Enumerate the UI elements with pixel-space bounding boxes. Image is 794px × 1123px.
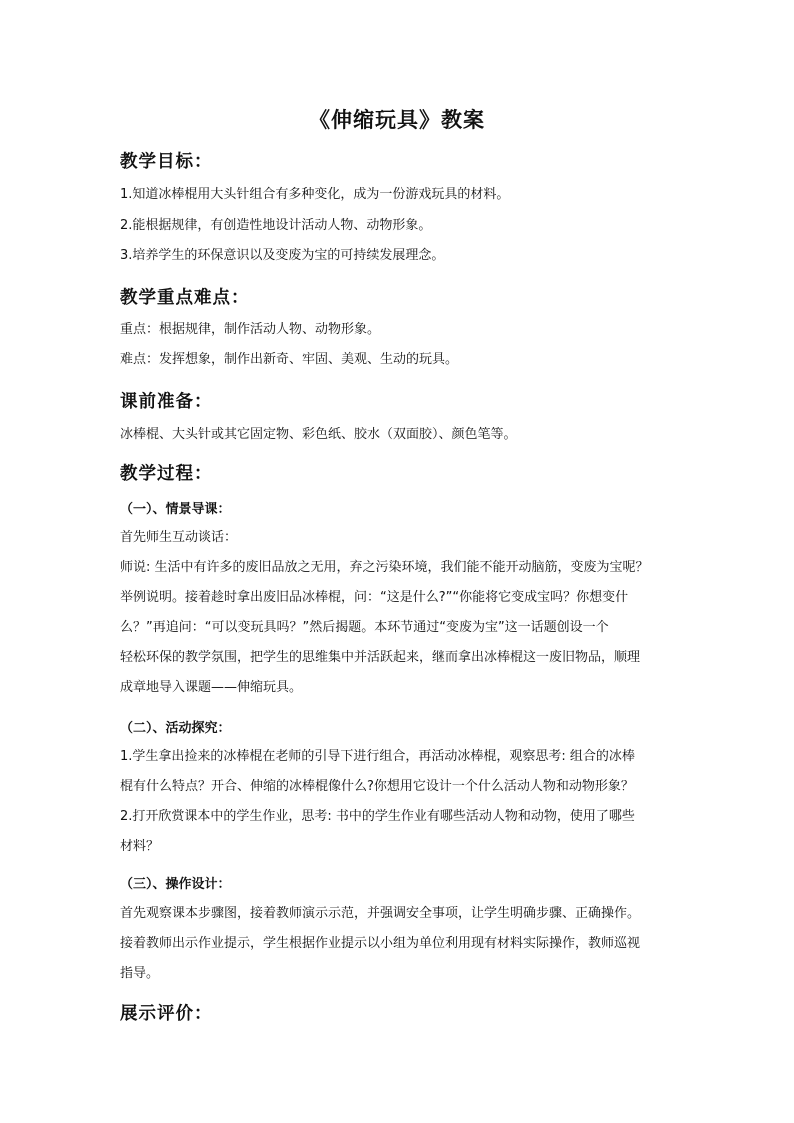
part3-paragraph [120, 899, 680, 989]
part3-title: （三）、操作设计： [120, 877, 231, 892]
paragraph-line: 接着教师出示作业提示，学生根据作业提示以小组为单位利用现有材料实际操作，教师巡视 [120, 936, 641, 951]
evaluation-heading: 展示评价： [120, 1004, 213, 1024]
key-point-item: 重点：根据规律，制作活动人物、动物形象。 [120, 322, 381, 337]
part2-paragraph [120, 742, 680, 862]
paragraph-line: 轻松环保的教学氛围，把学生的思维集中并活跃起来，继而拿出冰棒棍这一废旧物品，顺理 [120, 650, 641, 665]
preparation-text: 冰棒棍、大头针或其它固定物、彩色纸、胶水（双面胶）、颜色笔等。 [120, 427, 517, 442]
paragraph-line: 成章地导入课题——伸缩玩具。 [120, 680, 303, 695]
paragraph-line: 指导。 [120, 966, 160, 981]
document-title: 《伸缩玩具》教案 [309, 107, 485, 132]
paragraph-line: 师说: 生活中有许多的废旧品放之无用，弃之污染环境，我们能不能开动脑筋，变废为宝呢？ [120, 560, 649, 575]
paragraph-line: 举例说明。接着趁时拿出废旧品冰棒棍，问：“这是什么?”“你能将它变成宝吗？你想变什 [120, 590, 629, 605]
paragraph-line: 首先观察课本步骤图，接着教师演示示范，并强调安全事项，让学生明确步骤、正确操作。 [120, 906, 641, 921]
paragraph-line: 2.打开欣赏课本中的学生作业，思考: 书中的学生作业有哪些活动人物和动物，使用了哪些 [120, 809, 635, 824]
paragraph-line: 材料？ [120, 839, 160, 854]
paragraph-line: 首先师生互动谈话： [120, 530, 238, 545]
paragraph-line: 1.学生拿出捡来的冰棒棍在老师的引导下进行组合，再活动冰棒棍，观察思考: 组合的冰棒 [120, 749, 635, 764]
process-heading: 教学过程： [120, 464, 213, 484]
preparation-heading: 课前准备： [120, 392, 213, 412]
paragraph-line: 棍有什么特点？开合、伸缩的冰棒棍像什么?你想用它设计一个什么活动人物和动物形象？ [120, 779, 634, 794]
objectives-heading: 教学目标： [120, 152, 213, 172]
part1-title: （一）、情景导课： [120, 502, 231, 517]
objective-item: 1.知道冰棒棍用大头针组合有多种变化，成为一份游戏玩具的材料。 [120, 187, 510, 202]
key-points-heading: 教学重点难点： [120, 288, 250, 308]
key-point-item: 难点：发挥想象，制作出新奇、牢固、美观、生动的玩具。 [120, 352, 459, 367]
objective-item: 2.能根据规律，有创造性地设计活动人物、动物形象。 [120, 218, 432, 233]
part1-paragraph [120, 523, 680, 703]
objective-item: 3.培养学生的环保意识以及变废为宝的可持续发展理念。 [120, 248, 445, 263]
paragraph-line: 么？”再追问：“可以变玩具吗？”然后揭题。本环节通过“变废为宝”这一话题创设一个 [120, 620, 609, 635]
part2-title: （二）、活动探究： [120, 721, 231, 736]
